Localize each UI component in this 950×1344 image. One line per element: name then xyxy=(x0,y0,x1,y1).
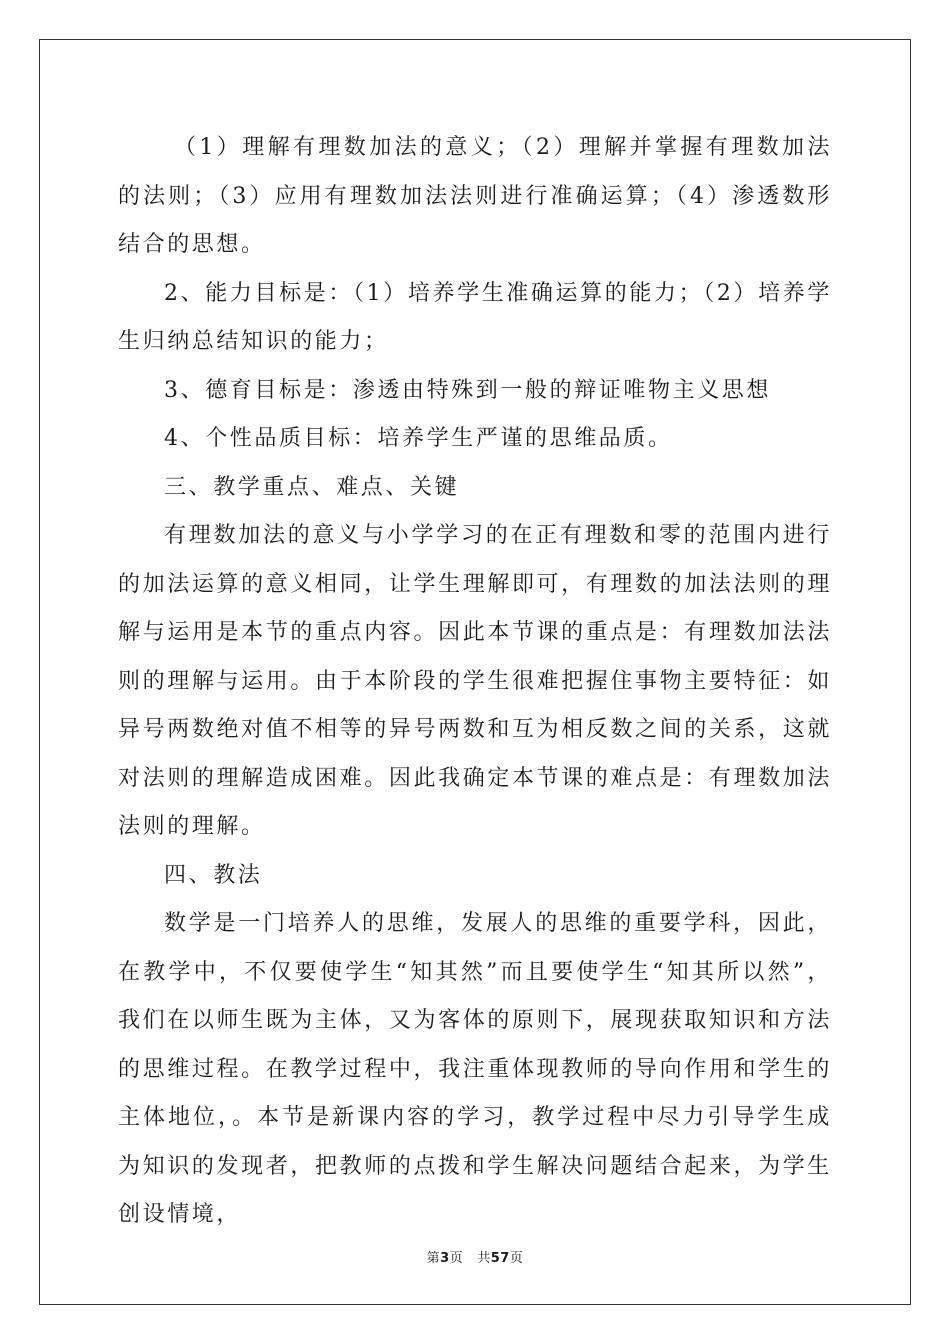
page-number: 3 xyxy=(440,1251,450,1266)
page-suffix: 页 xyxy=(449,1251,464,1266)
total-prefix: 共 xyxy=(477,1251,491,1266)
page-prefix: 第 xyxy=(426,1251,441,1266)
page-footer xyxy=(0,1247,950,1266)
total-suffix: 页 xyxy=(509,1251,524,1266)
section-heading-key-points: 三、教学重点、难点、关键 xyxy=(164,474,460,500)
paragraph-moral-goals: 3、德育目标是：渗透由特殊到一般的辩证唯物主义思想 xyxy=(164,377,771,403)
paragraph-ability-goals: 2、能力目标是：（1）培养学生准确运算的能力；（2）培养学生归纳总结知识的能力； xyxy=(118,280,832,354)
paragraph-teaching-method: 数学是一门培养人的思维，发展人的思维的重要学科，因此，在教学中，不仅要使学生“知其然”而且要使学生“知其所以然”，我们在以师生既为主体，又为客体的原则下，展现获取知识和方法的思维过程。在教学过程中，我注重体现教师的导向作用和学生的主体地位，。本节是新课内容的学习，教学过程中尽力引导学生成为知识的发现者，把教师的点拨和学生解决问题结合起来，为学生创设情境， xyxy=(118,911,832,1227)
section-heading-teaching-method: 四、教法 xyxy=(164,862,263,888)
paragraph-character-goals: 4、个性品质目标：培养学生严谨的思维品质。 xyxy=(164,426,673,451)
total-pages: 57 xyxy=(490,1251,510,1266)
paragraph-knowledge-goals: （1）理解有理数加法的意义；（2）理解并掌握有理数加法的法则；（3）应用有理数加法法则进行准确运算；（4）渗透数形结合的思想。 xyxy=(118,135,832,257)
paragraph-key-points: 有理数加法的意义与小学学习的在正有理数和零的范围内进行的加法运算的意义相同，让学生理解即可，有理数的加法法则的理解与运用是本节的重点内容。因此本节课的重点是：有理数加法法则的理解与运用。由于本阶段的学生很难把握住事物主要特征：如异号两数绝对值不相等的异号两数和互为相反数之间的关系，这就对法则的理解造成困难。因此我确定本节课的难点是：有理数加法法则的理解。 xyxy=(118,523,832,839)
document-body xyxy=(118,124,832,1240)
